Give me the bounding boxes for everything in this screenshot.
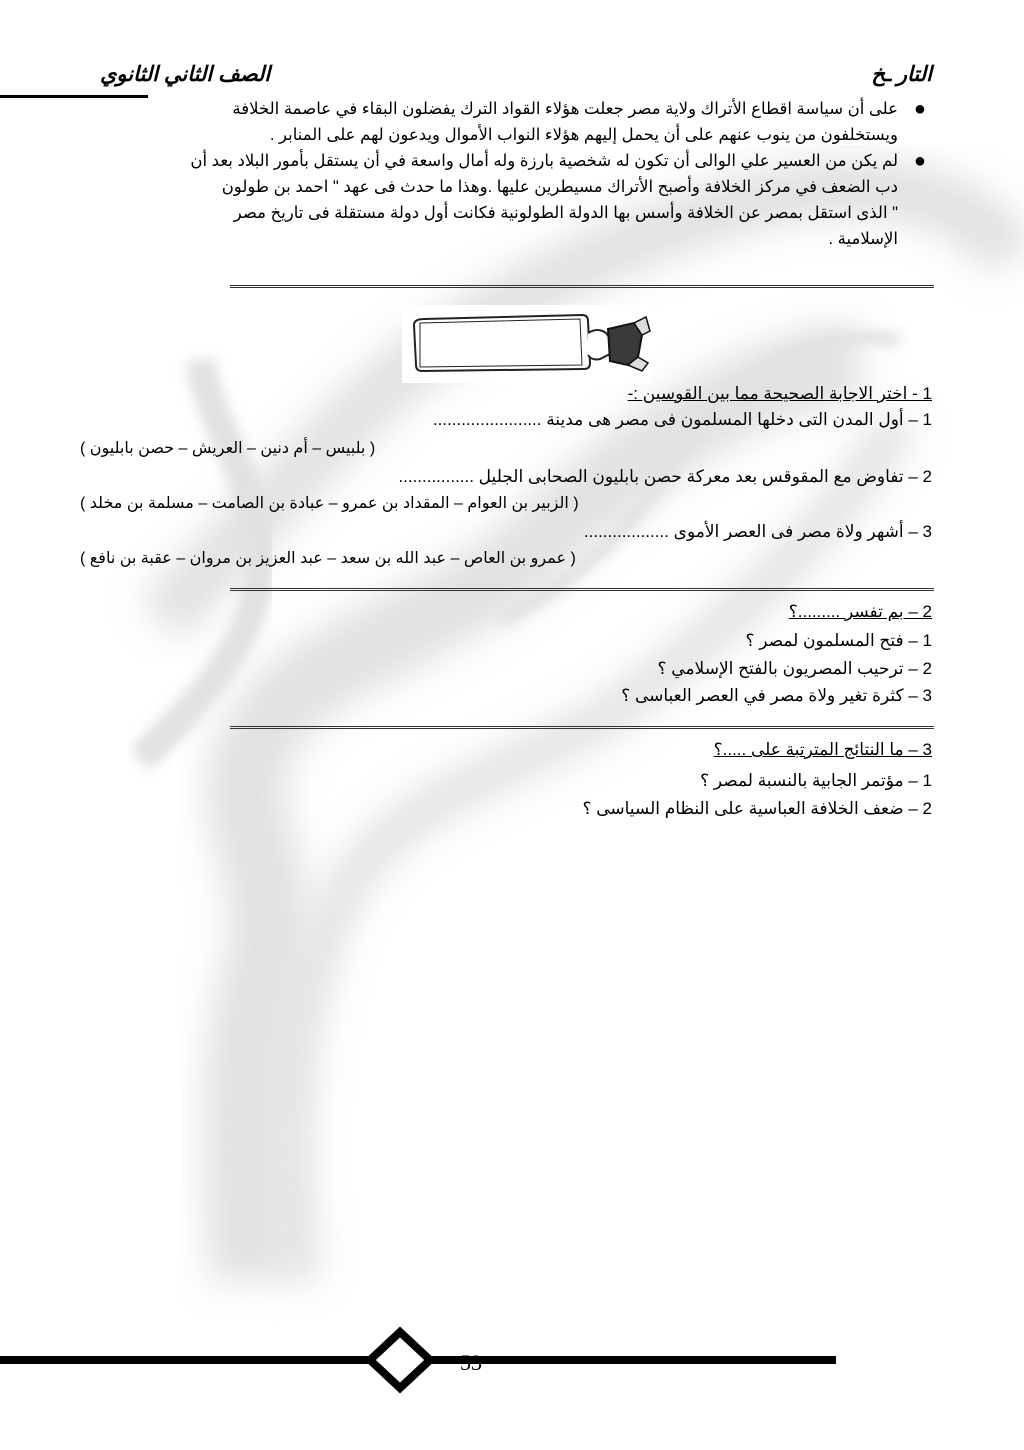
question-line: 3 – كثرة تغير ولاة مصر في العصر العباسى ؟ xyxy=(621,686,932,705)
bullet-list xyxy=(102,96,932,252)
question-line: 2 – تفاوض مع المقوقس بعد معركة حصن بابليون الصحابى الجليل ................ xyxy=(398,467,932,486)
section-divider xyxy=(230,588,934,591)
question3-heading: 3 – ما النتائج المترتبة على .....؟ xyxy=(713,740,932,759)
page-number: 53 xyxy=(460,1350,482,1375)
bullet-line: لم يكن من العسير علي الوالى أن تكون له شخصية بارزة وله أمال واسعة في أن يستقل بأمور البلاد بعد أن xyxy=(190,152,898,170)
bullet-line: " الذى استقل بمصر عن الخلافة وأسس بها الدولة الطولونية فكانت أول دولة مستقلة فى تاريخ مصر xyxy=(233,204,898,222)
section-divider xyxy=(230,726,934,729)
question-line: 1 – أول المدن التى دخلها المسلمون فى مصر هى مدينة ....................... xyxy=(432,410,932,429)
bullet-dot-icon: ● xyxy=(913,150,926,172)
bullet-item xyxy=(102,96,932,148)
bullet-line: دب الضعف في مركز الخلافة وأصبح الأتراك مسيطرين عليها .وهذا ما حدث فى عهد " احمد بن طولون xyxy=(221,178,898,196)
class-title: الصف الثاني الثانوي xyxy=(100,63,271,86)
section-divider xyxy=(230,285,934,288)
question-line: 3 – أشهر ولاة مصر فى العصر الأموى .................. xyxy=(583,522,932,541)
bullet-item xyxy=(102,148,932,252)
bullet-line: الإسلامية . xyxy=(828,230,898,248)
subject-title: التار ـخ xyxy=(871,63,932,86)
bullet-dot-icon: ● xyxy=(913,98,926,120)
choices-line: ( بلبيس – أم دنين – العريش – حصن بابليون ) xyxy=(80,440,376,457)
bullet-line: ويستخلفون من ينوب عنهم على أن يحمل إليهم هؤلاء النواب الأموال ويدعون لهم على المنابر . xyxy=(269,126,898,144)
question1-heading: 1 - اختر الاجابة الصحيحة مما بين القوسين :- xyxy=(627,384,932,403)
hand-sign-illustration xyxy=(402,305,652,383)
footer-bar-right xyxy=(432,1356,836,1364)
bullet-line: على أن سياسة اقطاع الأتراك ولاية مصر جعلت هؤلاء القواد الترك يفضلون البقاء في عاصمة الخلافة xyxy=(232,100,898,118)
footer-bar-left xyxy=(0,1356,370,1364)
choices-line: ( عمرو بن العاص – عبد الله بن سعد – عبد العزيز بن مروان – عقبة بن نافع ) xyxy=(80,550,576,567)
question-line: 2 – ترحيب المصريون بالفتح الإسلامي ؟ xyxy=(657,659,932,678)
question-line: 1 – مؤتمر الجابية بالنسبة لمصر ؟ xyxy=(700,771,932,790)
question-line: 2 – ضعف الخلافة العباسية على النظام السياسى ؟ xyxy=(582,799,932,818)
question2-heading: 2 – بم تفسر .........؟ xyxy=(788,602,932,621)
choices-line: ( الزبير بن العوام – المقداد بن عمرو – عبادة بن الصامت – مسلمة بن مخلد ) xyxy=(80,495,579,512)
footer-diamond-icon xyxy=(364,1326,436,1394)
question-line: 1 – فتح المسلمون لمصر ؟ xyxy=(745,631,932,650)
